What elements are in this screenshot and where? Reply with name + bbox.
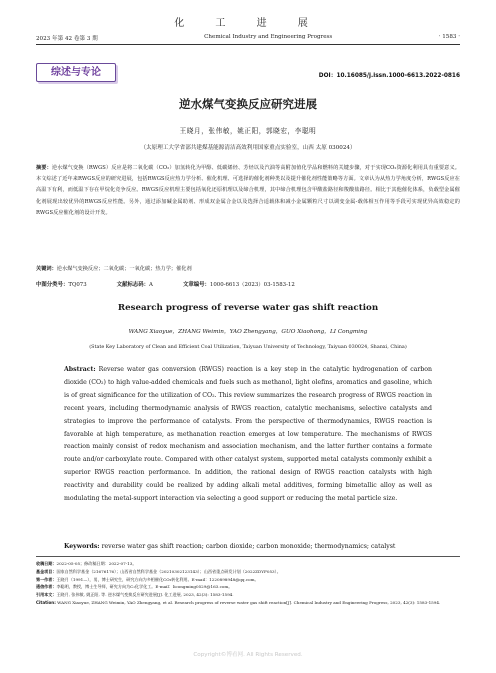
footnote-rule [36, 556, 460, 557]
chinese-authors: 王晓月，张伟敏，姚正阳，郭晓宏，李聪明 [179, 127, 317, 135]
journal-en-name: Chemical Industry and Engineering Progress [204, 34, 333, 40]
footnote-text: WANG Xiaoyue, ZHANG Weimin, YAO Zhengyang, et al. Research progress of reverse water gas shift reaction[J]. Chemical Industry and Engineering Progress, 2023, 42(3): 1583-1594. [57, 599, 441, 605]
classification-line [36, 280, 460, 288]
class-label: 中图分类号： [36, 282, 69, 288]
footnote-text: 国家自然科学基金（21676176）；山西省自然科学基金（20210302123143）；山西省重点研发计划（2022ZDYF053）。 [56, 568, 281, 574]
footnote-label: 收稿日期： [36, 561, 57, 566]
chinese-abstract-label: 摘要： [36, 165, 52, 171]
article-no-value: 1000-6613（2023）03-1583-12 [209, 282, 295, 288]
class-value: TQ073 [68, 282, 87, 288]
chinese-title: 逆水煤气变换反应研究进展 [179, 97, 317, 111]
footnote-label: 第一作者： [36, 576, 57, 582]
doc-code-value: A [149, 282, 153, 288]
english-authors: WANG Xiaoyue，ZHANG Weimin，YAO Zhengyang，GUO Xiaohong，LI Congming [128, 329, 368, 335]
section-badge: 综述与专论 [36, 63, 116, 82]
footnotes [36, 560, 460, 607]
footnote-cite-cn [36, 591, 460, 599]
footnote-text: 王晓月（1991—），男，博士研究生，研究方向为多相催化CO₂转化利用。E-mail：1220898948@qq.com。 [56, 576, 259, 582]
footnote-label: 通信作者： [36, 584, 57, 590]
footnote-cite-en [36, 599, 460, 607]
footnote-label: 引用本文： [36, 592, 57, 598]
copyright-watermark: Copyright©博看网. All Rights Reserved. [193, 652, 303, 658]
chinese-keywords [36, 265, 460, 272]
english-abstract [64, 364, 432, 506]
journal-title: 化 工 进 展 [174, 18, 322, 29]
article-no-label: 文章编号： [182, 282, 210, 288]
english-abstract-text: Reverse water gas conversion (RWGS) reaction is a key step in the catalytic hydrogenation of carbon dioxide (CO₂) to high value-added chemicals and fuels such as methanol, light olefins, aromatics and gasoline, which is of great significance for the utilization of CO₂. This review summarizes the research progress of RWGS reaction in recent years, including thermodynamic analysis of RWGS reaction, catalytic mechanisms, selective catalysts and strategies to improve the performance of catalysts. From the perspective of thermodynamics, RWGS reaction is favorable at high temperature, as methanation reaction emerges at low temperature. The mechanisms of RWGS reaction mainly consist of redox mechanism and association mechanism, and the latter further contains a formate route and/or carboxylate route. Compared with other catalyst system, supported metal catalysts commonly exhibit a superior RWGS reaction performance. In addition, the rational design of RWGS reaction catalysts with high reactivity and durability could be realized by adding alkali metal additives, forming bimetallic alloy as well as modulating the metal-support interaction via selecting a good support or reducing the metal particle size. [64, 366, 433, 503]
header-rule [36, 44, 460, 45]
page-number: · 1583 · [438, 34, 460, 40]
english-abstract-label: Abstract: [64, 366, 96, 373]
english-keywords-label: Keywords: [64, 543, 100, 550]
footnote-funding [36, 568, 460, 576]
footnote-label: Citation: [36, 599, 56, 605]
doi[interactable]: DOI：10.16085/j.issn.1000-6613.2022-0816 [318, 73, 460, 79]
footnote-text: 2022-05-05；修改稿日期：2022-07-13。 [56, 561, 137, 566]
english-title: Research progress of reverse water gas shift reaction [117, 303, 379, 313]
chinese-keywords-label: 关键词： [36, 266, 57, 272]
footnote-first-author [36, 576, 460, 584]
footnote-label: 基金项目： [36, 568, 57, 574]
english-affiliation: (State Key Laboratory of Clean and Efficient Coal Utilization, Taiyuan University of Technology, Taiyuan 030024, Shanxi, China) [89, 344, 407, 350]
running-header [36, 34, 460, 42]
footnote-text: 王晓月, 张伟敏, 姚正阳, 等. 逆水煤气变换反应研究进展[J]. 化工进展, 2023, 42(3): 1583-1594. [56, 592, 234, 598]
footnote-corresponding [36, 583, 460, 591]
doc-code-label: 文献标志码： [116, 282, 150, 288]
chinese-affiliation: （太原理工大学省部共建煤基能源清洁高效利用国家重点实验室，山西 太原 030024） [140, 145, 356, 151]
chinese-keywords-text: 逆水煤气变换反应；二氧化碳；一氧化碳；热力学；催化剂 [56, 266, 192, 272]
english-keywords-text: reverse water gas shift reaction; carbon dioxide; carbon monoxide; thermodynamics; catalyst [101, 543, 396, 550]
footnote-received [36, 560, 460, 568]
footnote-text: 李聪明，教授，博士生导师，研究方向为C₁化学化工。E-mail：licongming0529@163.com。 [56, 584, 233, 590]
english-keywords [64, 543, 432, 550]
issue-info: 2023 年第 42 卷第 3 期 [36, 36, 98, 42]
chinese-abstract [36, 163, 460, 219]
chinese-abstract-text: 逆水煤气变换（RWGS）反应是将二氧化碳（CO₂）加氢转化为甲醇、低碳烯烃、芳烃以及汽油等高附加值化学品和燃料的关键步骤，对于实现CO₂资源化利用具有重要意义。本文综述了近年来RWGS反应的研究进展，包括RWGS反应热力学分析、催化机理、可选择的催化剂种类以及提升催化剂性能策略等方面。文章认为从热力学角度分析，RWGS反应在高温下有利，而低温下存在甲烷化竞争反应。RWGS反应机理主要包括氧化还原机理以及缔合机理，其中缔合机理包含甲酸盐路径和羧酸盐路径。相比于其他催化体系，负载型金属催化剂展现出较优异的RWGS反应性能。另外，通过添加碱金属助剂、形成双金属合金以及选择合适载体和减小金属颗粒尺寸以调变金属-载体相互作用等手段可实现优异高效稳定的RWGS反应催化剂的设计开发。 [36, 165, 460, 216]
